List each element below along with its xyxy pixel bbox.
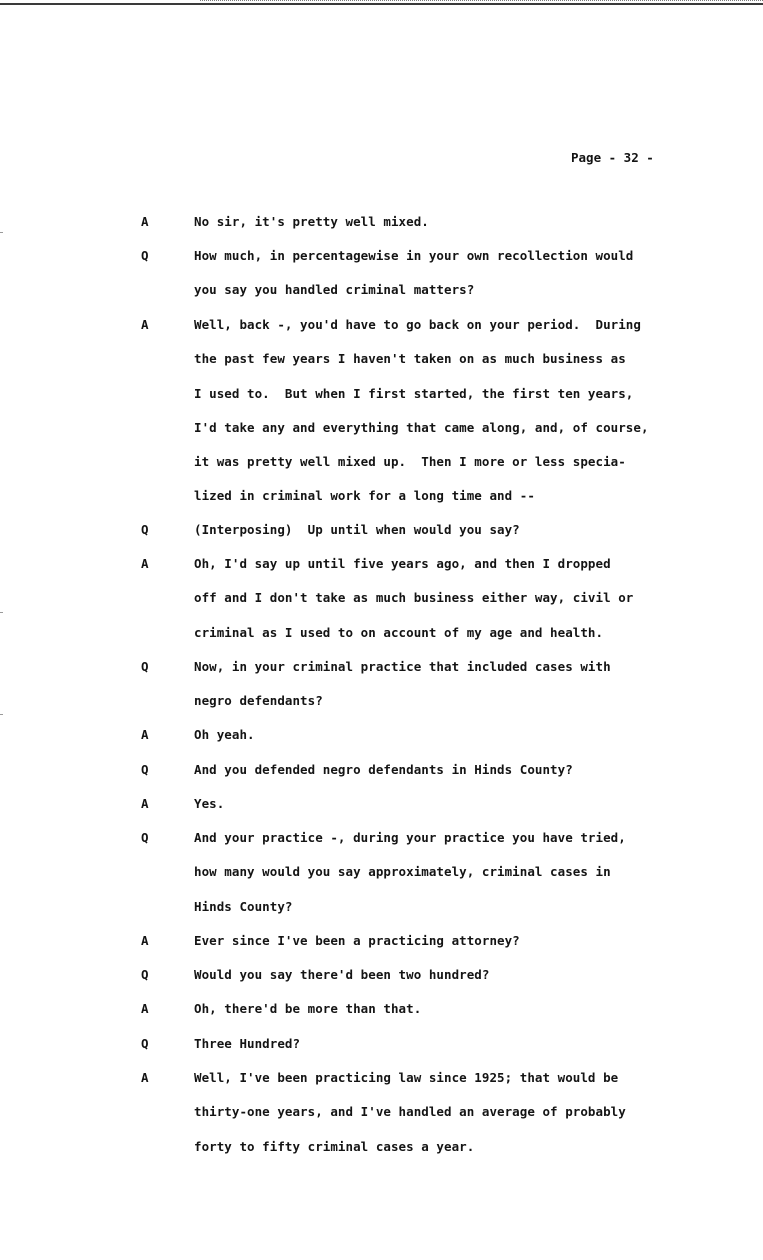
- text-line: the past few years I haven't taken on as much business as: [194, 351, 626, 367]
- entry-text: [194, 1036, 754, 1070]
- text-line: (Interposing) Up until when would you say?: [194, 522, 520, 537]
- text-line: Well, I've been practicing law since 1925; that would be: [194, 1070, 619, 1085]
- speaker-label: Q: [141, 762, 149, 777]
- speaker-label: A: [141, 796, 149, 811]
- text-line: Three Hundred?: [194, 1036, 301, 1051]
- text-line: How much, in percentagewise in your own recollection would: [194, 248, 634, 263]
- text-line: lized in criminal work for a long time and --: [194, 488, 535, 504]
- speaker-label: A: [141, 933, 149, 948]
- scan-edge-mark: [0, 714, 3, 715]
- text-line: I'd take any and everything that came along, and, of course,: [194, 419, 649, 435]
- text-line: Would you say there'd been two hundred?: [194, 967, 490, 982]
- text-line: Hinds County?: [194, 898, 293, 914]
- entry-text: [194, 1001, 754, 1035]
- entry-text: [194, 933, 754, 967]
- entry-text: [194, 727, 754, 761]
- entry-text: [194, 317, 754, 523]
- entry-text: [194, 762, 754, 796]
- text-line: And your practice -, during your practice you have tried,: [194, 830, 626, 845]
- text-line: thirty-one years, and I've handled an average of probably: [194, 1104, 626, 1120]
- entry-text: [194, 796, 754, 830]
- speaker-label: Q: [141, 659, 149, 674]
- entry-text: [194, 522, 754, 556]
- speaker-label: Q: [141, 967, 149, 982]
- text-line: Yes.: [194, 796, 225, 811]
- speaker-label: Q: [141, 522, 149, 537]
- text-line: Oh yeah.: [194, 727, 255, 742]
- entry-text: [194, 659, 754, 728]
- text-line: criminal as I used to on account of my age and health.: [194, 624, 604, 640]
- text-line: Ever since I've been a practicing attorney?: [194, 933, 520, 948]
- text-line: Now, in your criminal practice that included cases with: [194, 659, 611, 674]
- page-number: Page - 32 -: [571, 150, 654, 165]
- text-line: off and I don't take as much business either way, civil or: [194, 590, 634, 606]
- text-line: you say you handled criminal matters?: [194, 282, 475, 298]
- scan-edge-mark: [0, 232, 3, 233]
- speaker-label: Q: [141, 830, 149, 845]
- speaker-label: A: [141, 1070, 149, 1085]
- entry-text: [194, 967, 754, 1001]
- text-line: I used to. But when I first started, the first ten years,: [194, 385, 634, 401]
- text-line: No sir, it's pretty well mixed.: [194, 214, 429, 229]
- text-line: Well, back -, you'd have to go back on your period. During: [194, 317, 641, 332]
- speaker-label: A: [141, 317, 149, 332]
- speaker-label: Q: [141, 1036, 149, 1051]
- text-line: Oh, there'd be more than that.: [194, 1001, 422, 1016]
- text-line: negro defendants?: [194, 693, 323, 709]
- entry-text: [194, 214, 754, 248]
- entry-text: [194, 556, 754, 659]
- text-line: Oh, I'd say up until five years ago, and then I dropped: [194, 556, 611, 571]
- entry-text: [194, 830, 754, 933]
- entry-text: [194, 1070, 754, 1173]
- speaker-label: A: [141, 556, 149, 571]
- speaker-label: A: [141, 214, 149, 229]
- entry-text: [194, 248, 754, 317]
- text-line: it was pretty well mixed up. Then I more or less specia-: [194, 454, 626, 470]
- scan-edge-mark: [0, 612, 3, 613]
- text-line: forty to fifty criminal cases a year.: [194, 1138, 475, 1154]
- text-line: how many would you say approximately, criminal cases in: [194, 864, 611, 880]
- speaker-label: A: [141, 1001, 149, 1016]
- speaker-label: Q: [141, 248, 149, 263]
- speaker-label: A: [141, 727, 149, 742]
- text-line: And you defended negro defendants in Hinds County?: [194, 762, 573, 777]
